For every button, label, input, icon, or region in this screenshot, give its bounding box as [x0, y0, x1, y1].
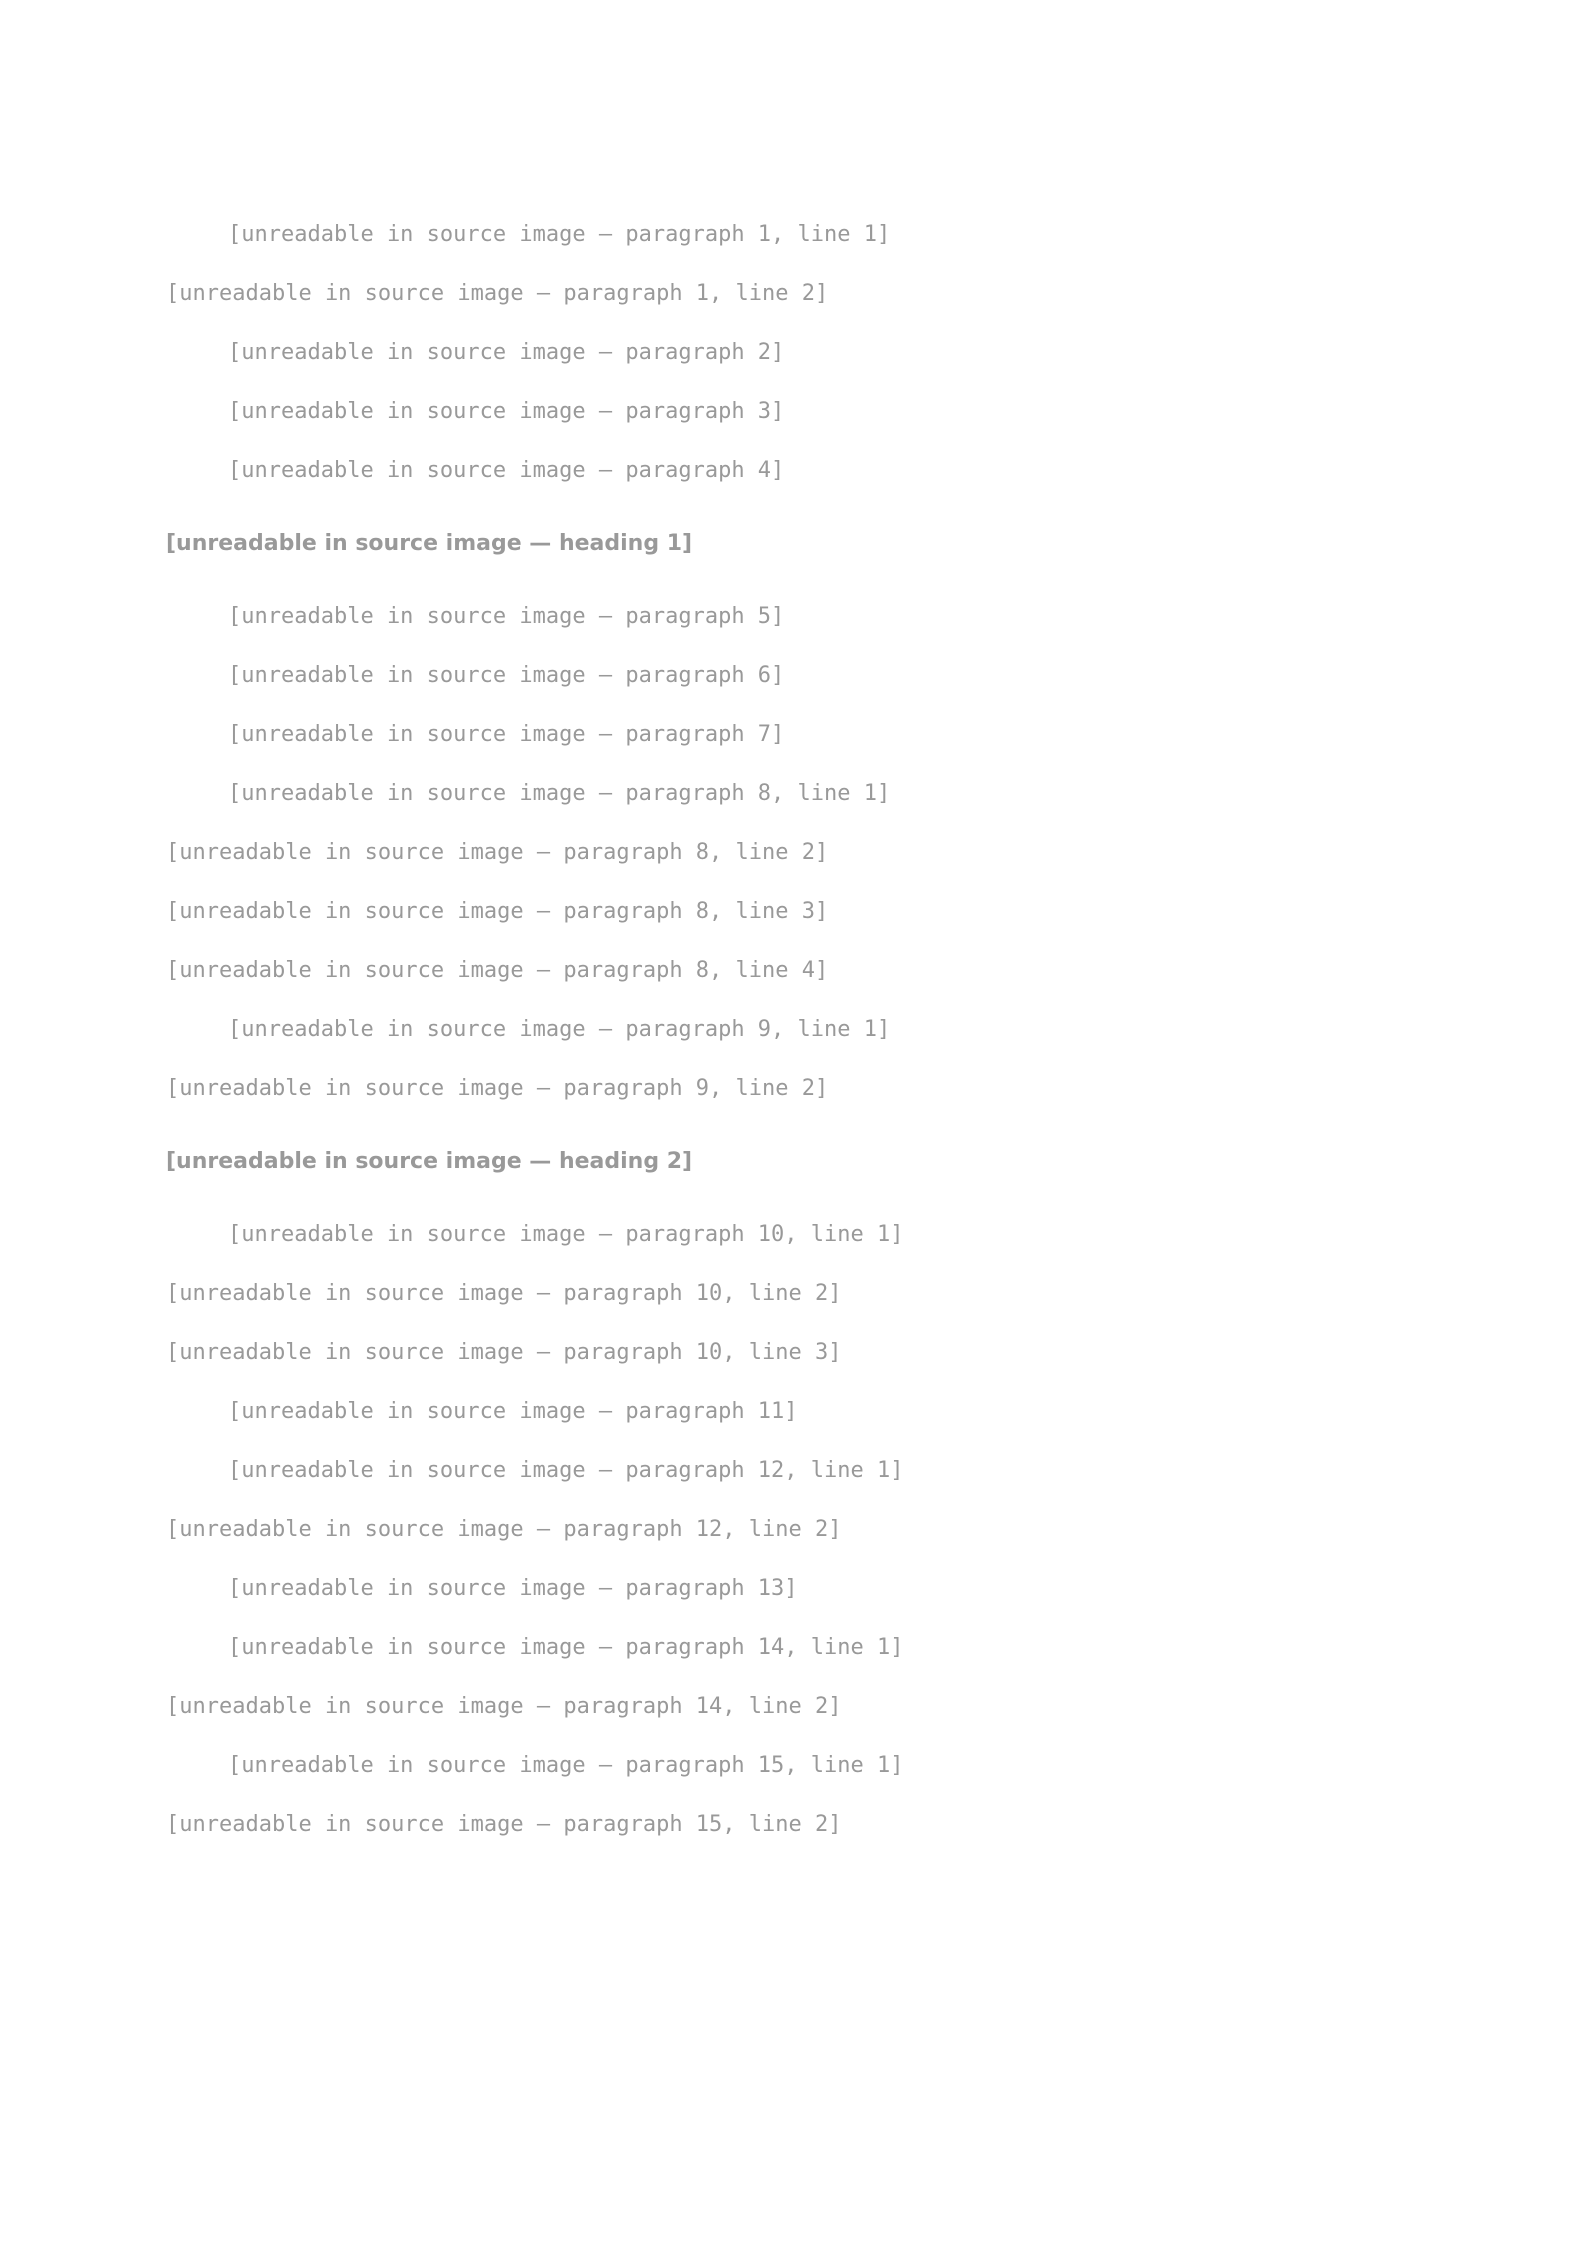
paragraph-line: [unreadable in source image — paragraph 14, line 1] — [228, 1635, 904, 1660]
section-heading — [166, 1132, 1426, 1191]
paragraph-line: [unreadable in source image — paragraph 10, line 1] — [228, 1222, 904, 1247]
body-paragraph — [166, 441, 1426, 500]
body-paragraph — [166, 205, 1426, 323]
body-paragraph — [166, 1618, 1426, 1736]
paragraph-line: [unreadable in source image — paragraph 8, line 4] — [166, 958, 829, 983]
paragraph-line: [unreadable in source image — paragraph 1, line 2] — [166, 281, 829, 306]
paragraph-line: [unreadable in source image — paragraph 3] — [228, 399, 785, 424]
paragraph-line: [unreadable in source image — paragraph 4] — [228, 458, 785, 483]
paragraph-line: [unreadable in source image — paragraph 11] — [228, 1399, 798, 1424]
body-paragraph — [166, 646, 1426, 705]
paragraph-line: [unreadable in source image — paragraph 1, line 1] — [228, 222, 891, 247]
heading-text: [unreadable in source image — heading 1] — [166, 531, 693, 556]
body-paragraph — [166, 323, 1426, 382]
body-paragraph — [166, 1382, 1426, 1441]
body-paragraph — [166, 705, 1426, 764]
heading-text: [unreadable in source image — heading 2] — [166, 1149, 693, 1174]
paragraph-line: [unreadable in source image — paragraph 15, line 1] — [228, 1753, 904, 1778]
paragraph-line: [unreadable in source image — paragraph 10, line 2] — [166, 1281, 842, 1306]
section-heading — [166, 514, 1426, 573]
body-paragraph — [166, 764, 1426, 1000]
body-paragraph — [166, 1000, 1426, 1118]
paragraph-line: [unreadable in source image — paragraph 8, line 1] — [228, 781, 891, 806]
paragraph-line: [unreadable in source image — paragraph 13] — [228, 1576, 798, 1601]
document-body — [166, 205, 1426, 1854]
paragraph-line: [unreadable in source image — paragraph 8, line 2] — [166, 840, 829, 865]
paragraph-line: [unreadable in source image — paragraph 2] — [228, 340, 785, 365]
body-paragraph — [166, 587, 1426, 646]
paragraph-line: [unreadable in source image — paragraph 12, line 2] — [166, 1517, 842, 1542]
body-paragraph — [166, 382, 1426, 441]
paragraph-line: [unreadable in source image — paragraph 15, line 2] — [166, 1812, 842, 1837]
paragraph-line: [unreadable in source image — paragraph 8, line 3] — [166, 899, 829, 924]
paragraph-line: [unreadable in source image — paragraph 9, line 1] — [228, 1017, 891, 1042]
body-paragraph — [166, 1205, 1426, 1382]
paragraph-line: [unreadable in source image — paragraph 7] — [228, 722, 785, 747]
paragraph-line: [unreadable in source image — paragraph 5] — [228, 604, 785, 629]
paragraph-line: [unreadable in source image — paragraph 6] — [228, 663, 785, 688]
paragraph-line: [unreadable in source image — paragraph 14, line 2] — [166, 1694, 842, 1719]
paragraph-line: [unreadable in source image — paragraph 12, line 1] — [228, 1458, 904, 1483]
body-paragraph — [166, 1559, 1426, 1618]
paragraph-line: [unreadable in source image — paragraph 9, line 2] — [166, 1076, 829, 1101]
body-paragraph — [166, 1736, 1426, 1854]
body-paragraph — [166, 1441, 1426, 1559]
paragraph-line: [unreadable in source image — paragraph 10, line 3] — [166, 1340, 842, 1365]
